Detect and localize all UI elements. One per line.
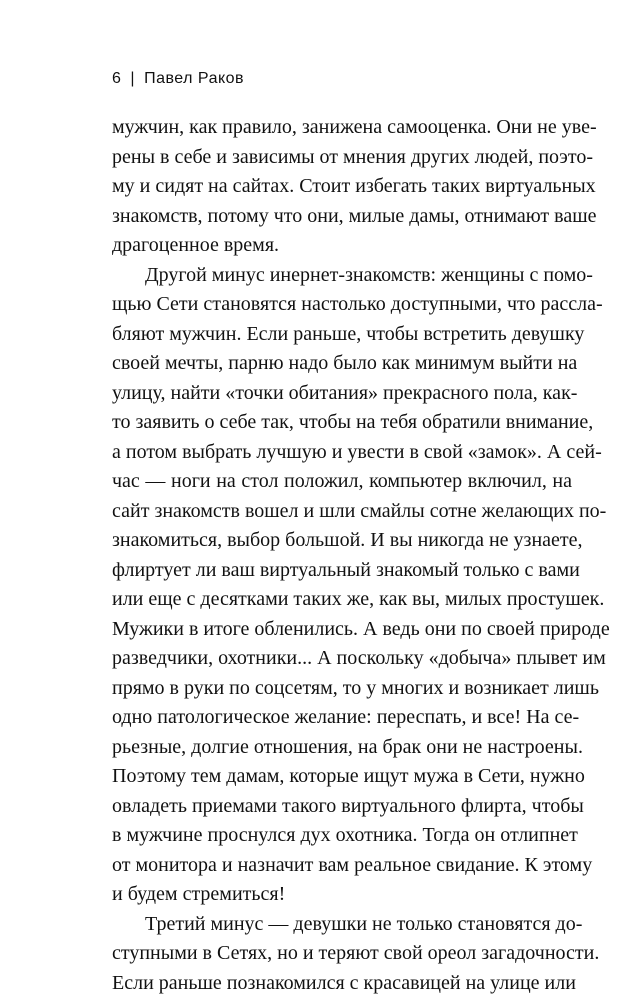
text-line: щью Сети становятся настолько доступными, что рассла- (112, 293, 603, 315)
paragraph (112, 910, 600, 999)
text-line: знакомиться, выбор большой. И вы никогда не узнаете, (112, 529, 583, 551)
text-line: Если раньше познакомился с красавицей на улице или (112, 971, 576, 994)
text-line: то заявить о себе так, чтобы на тебя обратили внимание, (112, 411, 594, 433)
text-line: одно патологическое желание: переспать, и все! На се- (112, 706, 580, 728)
text-line: драгоценное время. (112, 234, 280, 256)
text-line: Поэтому тем дамам, которые ищут мужа в Сети, нужно (112, 765, 585, 787)
text-line: и будем стремиться! (112, 883, 286, 905)
text-line: или еще с десятками таких же, как вы, милых простушек. (112, 588, 605, 610)
text-line: му и сидят на сайтах. Стоит избегать таких виртуальных (112, 175, 596, 197)
text-line: в мужчине проснулся дух охотника. Тогда он отлипнет (112, 824, 578, 846)
page-number: 6 (112, 70, 122, 87)
running-head (112, 70, 244, 88)
text-line: своей мечты, парню надо было как минимум выйти на (112, 352, 578, 374)
text-line: рены в себе и зависимы от мнения других людей, поэто- (112, 145, 594, 168)
text-line: знакомств, потому что они, милые дамы, отнимают ваше (112, 204, 597, 227)
text-line: сайт знакомств вошел и шли смайлы сотне желающих по- (112, 499, 607, 522)
text-line: Другой минус инернет-знакомств: женщины с помо- (145, 263, 593, 286)
text-line: рьезные, долгие отношения, на брак они не настроены. (112, 735, 583, 758)
paragraph (112, 261, 610, 910)
text-line: час — ноги на стол положил, компьютер включил, на (112, 470, 572, 492)
body-text (112, 113, 610, 998)
header-separator: | (130, 70, 136, 87)
author-name: Павел Раков (144, 70, 245, 87)
text-line: ступными в Сетях, но и теряют свой ореол загадочности. (112, 942, 600, 964)
text-line: Третий минус — девушки не только становятся до- (145, 912, 583, 935)
text-line: от монитора и назначит вам реальное свидание. К этому (112, 853, 593, 876)
paragraph (112, 113, 597, 261)
text-line: а потом выбрать лучшую и увести в свой «замок». А сей- (112, 440, 602, 463)
text-line: Мужики в итоге обленились. А ведь они по своей природе (112, 617, 610, 640)
text-line: бляют мужчин. Если раньше, чтобы встретить девушку (112, 322, 585, 345)
text-line: овладеть приемами такого виртуального флирта, чтобы (112, 794, 584, 817)
text-line: мужчин, как правило, занижена самооценка. Они не уве- (112, 116, 597, 138)
text-line: прямо в руки по соцсетям, то у многих и возникает лишь (112, 676, 599, 699)
text-line: разведчики, охотники... А поскольку «добыча» плывет им (112, 647, 606, 669)
text-line: улицу, найти «точки обитания» прекрасного пола, как- (112, 381, 578, 404)
text-line: флиртует ли ваш виртуальный знакомый только с вами (112, 558, 580, 581)
